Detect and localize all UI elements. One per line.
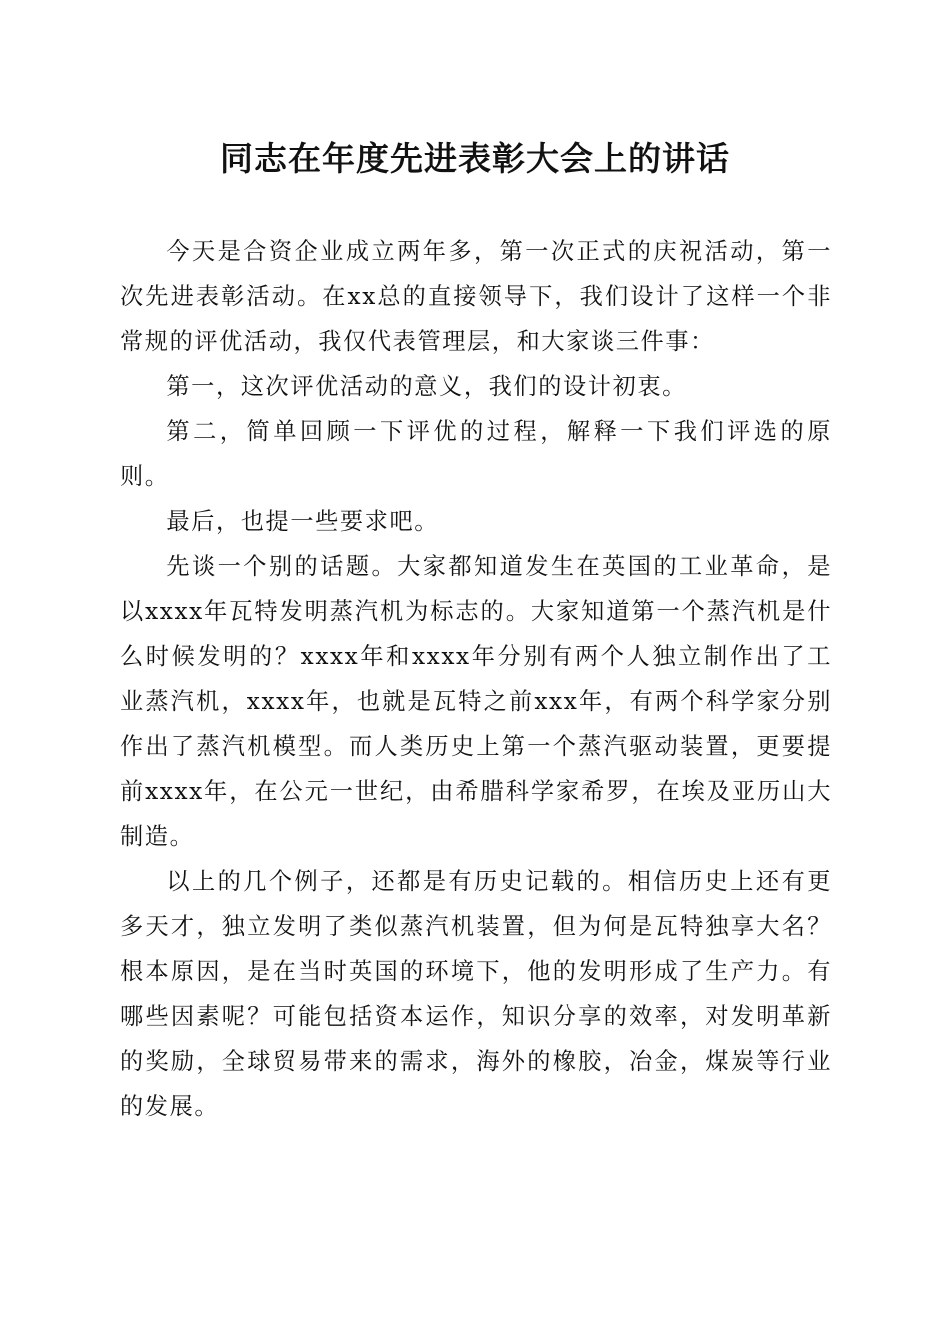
document-title: 同志在年度先进表彰大会上的讲话 bbox=[220, 139, 730, 178]
paragraph-watt-reasons: 以上的几个例子，还都是有历史记载的。相信历史上还有更多天才，独立发明了类似蒸汽机装置，但为何是瓦特独享大名？根本原因，是在当时英国的环境下，他的发明形成了生产力。有哪些因素呢？可能包括资本运作，知识分享的效率，对发明革新的奖励，全球贸易带来的需求，海外的橡胶，冶金，煤炭等行业的发展。 bbox=[120, 868, 832, 1120]
paragraph-point-two: 第二，简单回顾一下评优的过程，解释一下我们评选的原则。 bbox=[120, 418, 832, 490]
paragraph-point-last: 最后，也提一些要求吧。 bbox=[166, 508, 440, 535]
paragraph-point-one: 第一，这次评优活动的意义，我们的设计初衷。 bbox=[166, 373, 687, 400]
paragraph-steam-engine-history: 先谈一个别的话题。大家都知道发生在英国的工业革命，是以xxxx年瓦特发明蒸汽机为标志的。大家知道第一个蒸汽机是什么时候发明的？xxxx年和xxxx年分别有两个人独立制作出了工业蒸汽机，xxxx年，也就是瓦特之前xxx年，有两个科学家分别作出了蒸汽机模型。而人类历史上第一个蒸汽驱动装置，更要提前xxxx年，在公元一世纪，由希腊科学家希罗，在埃及亚历山大制造。 bbox=[120, 553, 832, 850]
document-body bbox=[120, 229, 832, 1129]
paragraph-intro: 今天是合资企业成立两年多，第一次正式的庆祝活动，第一次先进表彰活动。在xx总的直接领导下，我们设计了这样一个非常规的评优活动，我仅代表管理层，和大家谈三件事： bbox=[120, 238, 832, 355]
